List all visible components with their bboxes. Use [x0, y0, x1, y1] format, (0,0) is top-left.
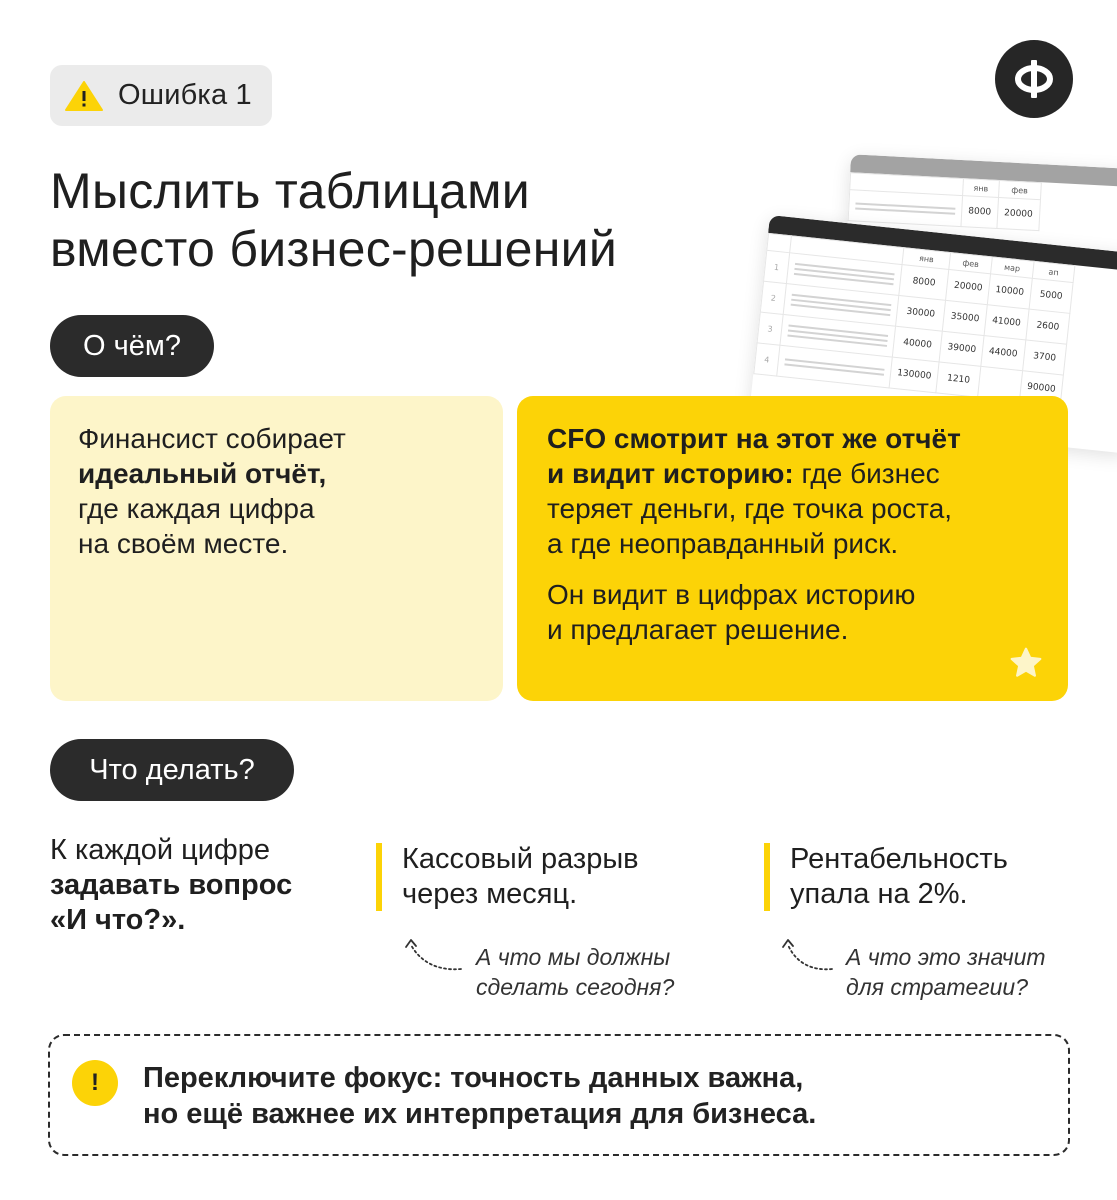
logo-glyph-icon — [1012, 57, 1056, 101]
sheet-header-cell: мар — [991, 257, 1034, 278]
sheet-cell: 35000 — [943, 300, 988, 335]
sheet-cell: 90000 — [1019, 371, 1064, 406]
sheet-row-number: 3 — [757, 312, 783, 345]
title-line-1: Мыслить таблицами — [50, 163, 531, 219]
example-profitability — [790, 842, 1090, 912]
sheet-header-cell: янв — [902, 248, 951, 270]
ask-bold-2: «И что?». — [50, 904, 186, 936]
error-badge — [50, 65, 272, 126]
sheet-header-cell: ап — [1032, 261, 1075, 282]
note-line-1: Переключите фокус: точность данных важна, — [143, 1062, 804, 1094]
card-right-p2-line-1: Он видит в цифрах историю — [547, 579, 916, 610]
card-left-line-1: Финансист собирает — [78, 423, 346, 454]
example1-line-1: Кассовый разрыв — [402, 843, 639, 875]
sheet-cell: 8000 — [961, 196, 998, 229]
brand-logo — [995, 40, 1073, 118]
sheet-cell: 10000 — [987, 274, 1032, 309]
focus-note-text — [143, 1060, 1043, 1132]
curved-arrow-icon — [780, 935, 836, 975]
sheet-cell: 41000 — [984, 305, 1029, 340]
sheet-cell: 40000 — [892, 326, 942, 362]
sheet-back-table — [848, 172, 1042, 231]
card-right-bold-2: и видит историю: — [547, 458, 794, 489]
sheet-cell: 2600 — [1025, 309, 1070, 344]
sheet-cell: 39000 — [939, 331, 984, 366]
sheet-cell: 20000 — [946, 270, 991, 305]
sheet-row-number: 4 — [754, 343, 780, 376]
warning-triangle-icon — [64, 80, 104, 112]
ask-question-text — [50, 833, 350, 938]
card-right-line-4: а где неоправданный риск. — [547, 528, 899, 559]
sheet-cell: 8000 — [899, 265, 949, 301]
example2-hint-line-1: А что это значит — [846, 944, 1046, 970]
example1-line-2: через месяц. — [402, 878, 578, 910]
sheet-cell: 5000 — [1029, 278, 1074, 313]
card-right-p2-line-2: и предлагает решение. — [547, 614, 849, 645]
page-title — [50, 162, 770, 278]
cfo-card — [517, 396, 1068, 701]
sheet-row-number: 2 — [760, 281, 786, 314]
financier-card — [50, 396, 503, 701]
sheet-cell: 3700 — [1022, 340, 1067, 375]
ask-line-1: К каждой цифре — [50, 834, 271, 866]
curved-arrow-icon — [403, 935, 465, 975]
accent-bar — [376, 843, 382, 911]
card-left-line-3: где каждая цифра — [78, 493, 315, 524]
ask-bold-1: задавать вопрос — [50, 869, 293, 901]
example2-hint-line-2: для стратегии? — [846, 974, 1029, 1000]
sheet-header-cell: фев — [949, 253, 992, 274]
star-icon — [1008, 645, 1044, 681]
example2-hint — [846, 942, 1106, 1002]
title-line-2: вместо бизнес-решений — [50, 221, 618, 277]
sheet-header-cell: фев — [998, 181, 1040, 200]
sheet-header-cell: янв — [963, 179, 1000, 198]
sheet-cell: 20000 — [997, 197, 1040, 230]
card-left-line-4: на своём месте. — [78, 528, 289, 559]
sheet-cell: 1210 — [936, 362, 981, 397]
exclamation-icon: ! — [72, 1060, 118, 1106]
accent-bar — [764, 843, 770, 911]
badge-label: Ошибка 1 — [118, 79, 252, 111]
sheet-cell: 30000 — [896, 295, 946, 331]
section-about-pill: О чём? — [50, 315, 214, 377]
section-todo-pill: Что делать? — [50, 739, 294, 801]
sheet-cell: 130000 — [889, 357, 939, 393]
example-cash-gap — [402, 842, 742, 912]
example1-hint — [476, 942, 756, 1002]
sheet-row-number: 1 — [764, 250, 790, 283]
card-right-bold-1: CFO смотрит на этот же отчёт — [547, 423, 961, 454]
example2-line-2: упала на 2%. — [790, 878, 968, 910]
card-left-bold: идеальный отчёт, — [78, 458, 327, 489]
example1-hint-line-1: А что мы должны — [476, 944, 671, 970]
card-right-rest-2: где бизнес — [793, 458, 940, 489]
card-right-line-3: теряет деньги, где точка роста, — [547, 493, 953, 524]
example1-hint-line-2: сделать сегодня? — [476, 974, 675, 1000]
note-line-2: но ещё важнее их интерпретация для бизнеса. — [143, 1098, 817, 1130]
example2-line-1: Рентабельность — [790, 843, 1008, 875]
sheet-cell: 44000 — [981, 336, 1026, 371]
